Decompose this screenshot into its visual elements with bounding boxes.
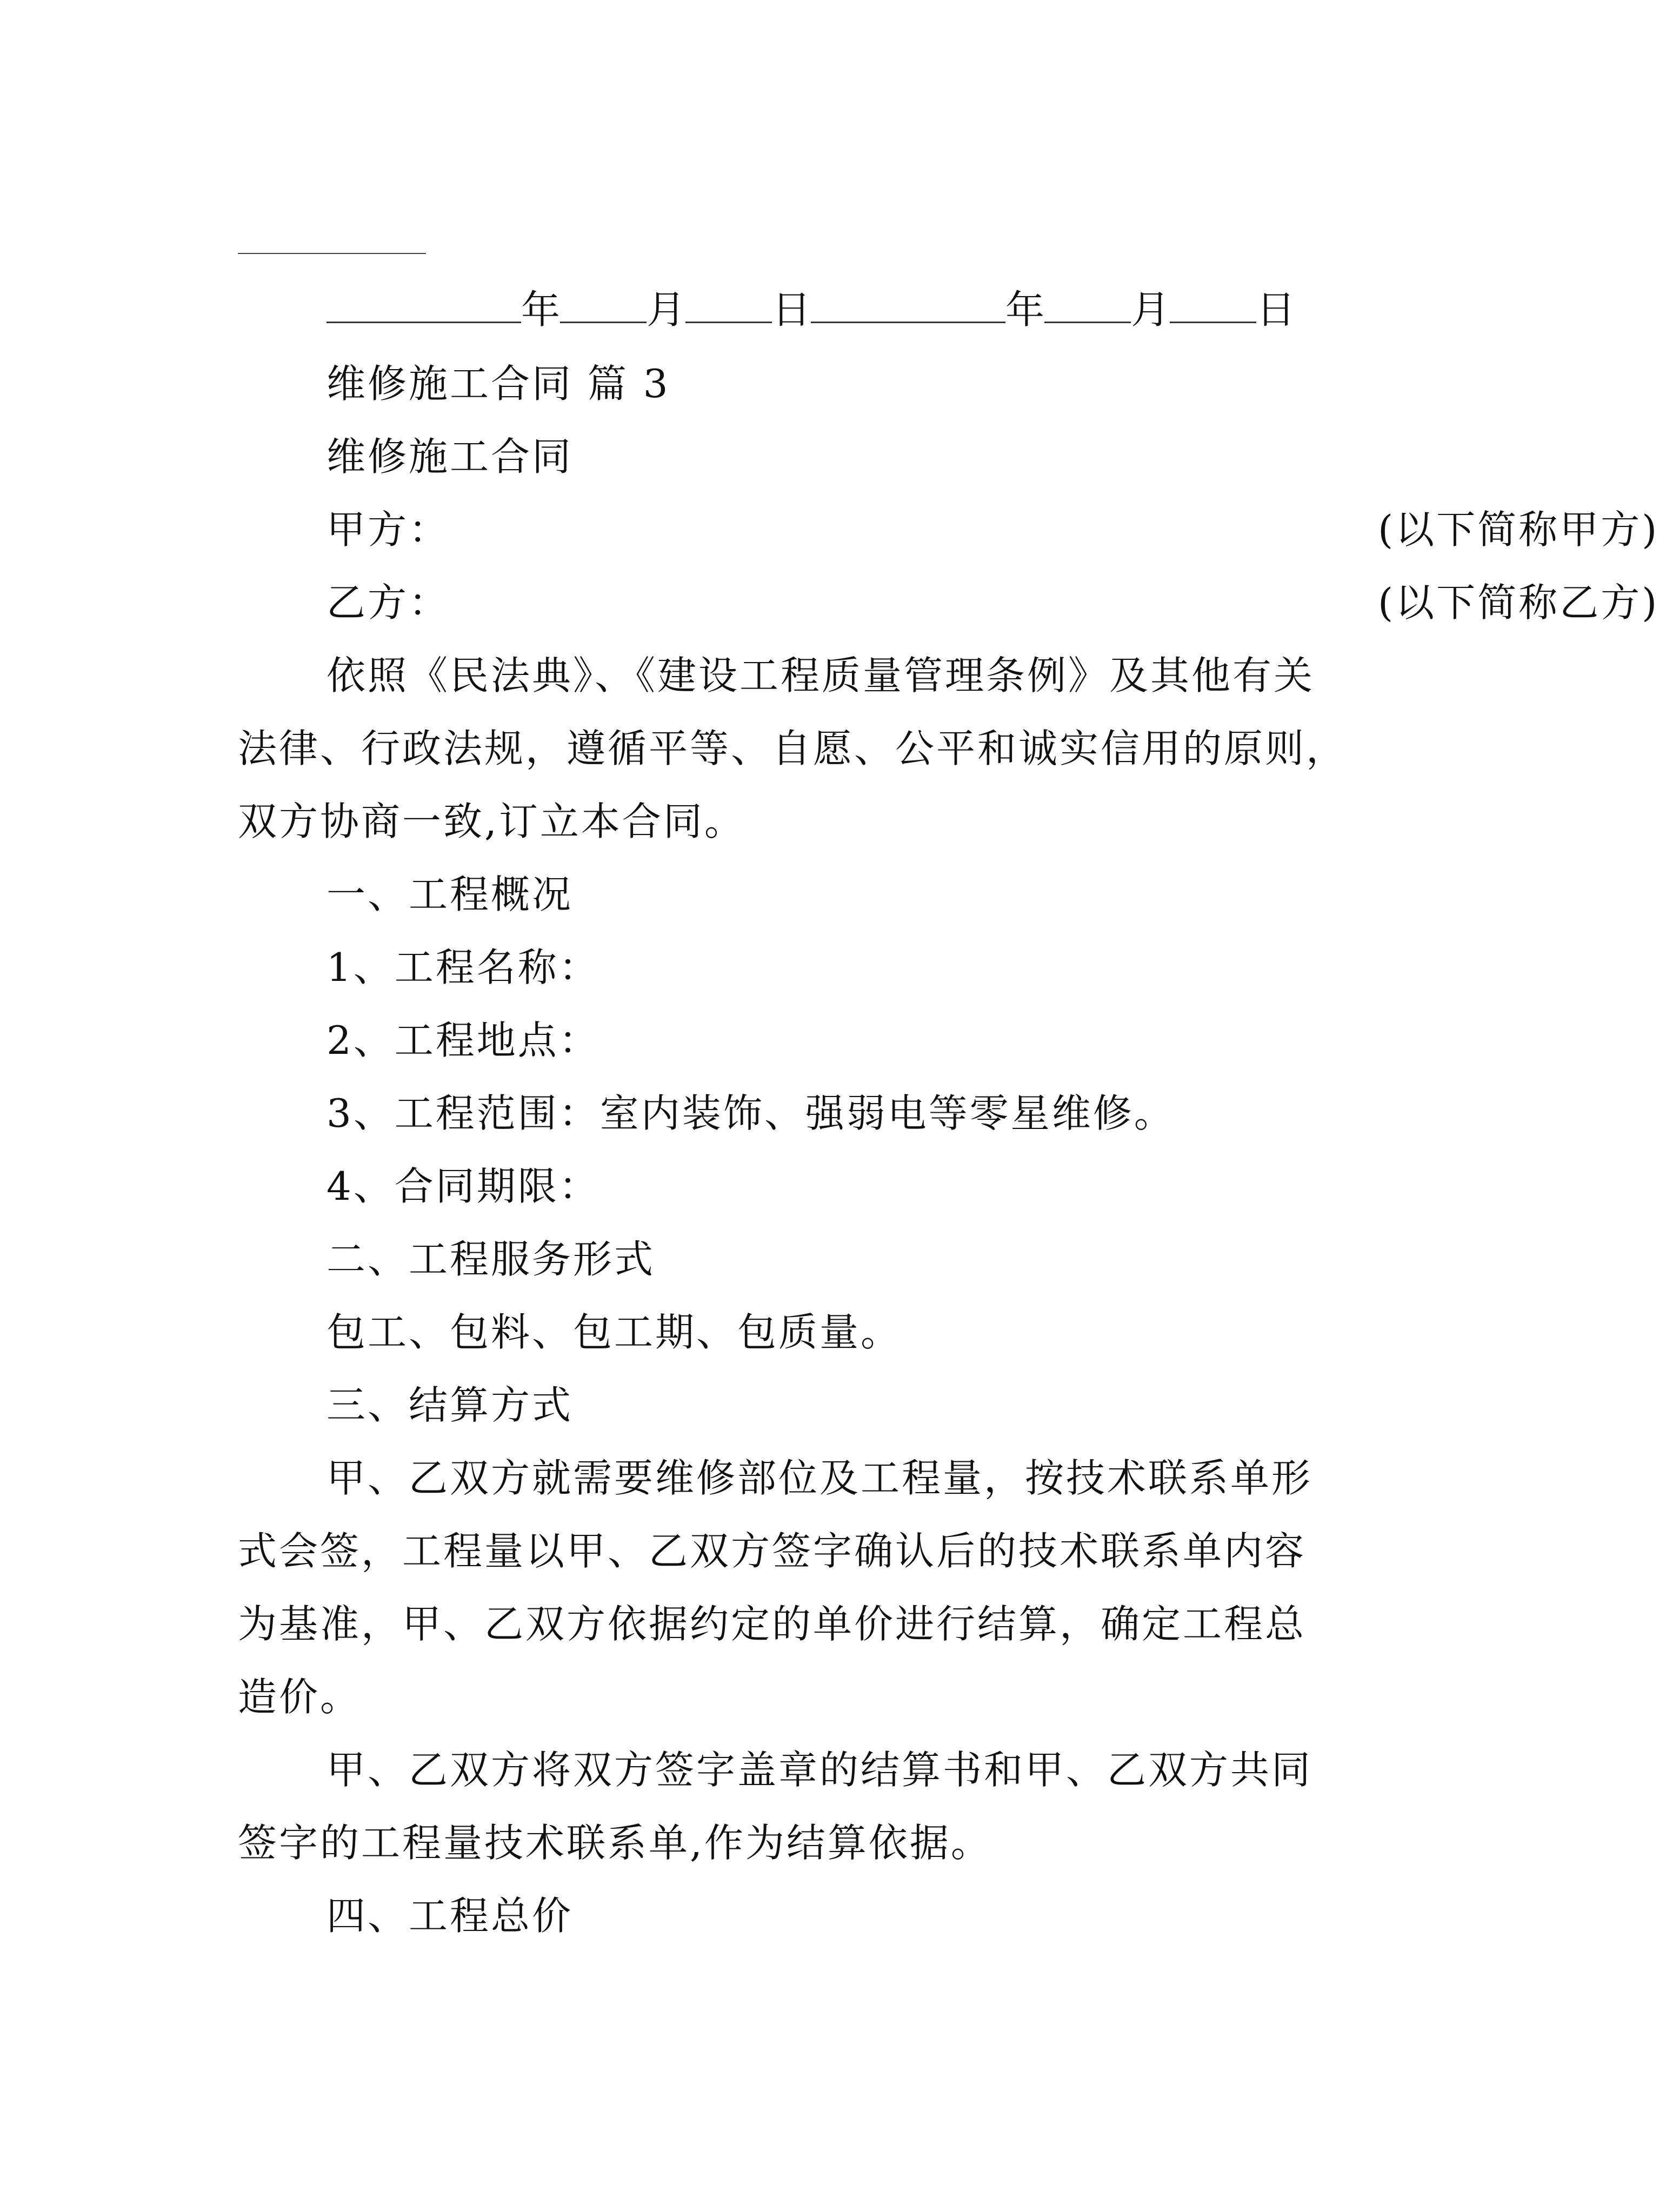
section-3-paragraph-line: 式会签，工程量以甲、乙双方签字确认后的技术联系单内容 xyxy=(238,1528,1307,1574)
party-b-label: 乙方： xyxy=(327,580,450,625)
section-1-item: 3、工程范围：室内装饰、强弱电等零星维修。 xyxy=(327,1091,1175,1136)
contract-title: 维修施工合同 xyxy=(327,434,574,479)
party-a-line xyxy=(327,505,1659,554)
date-blank xyxy=(1170,288,1256,323)
preamble-line: 双方协商一致,订立本合同。 xyxy=(238,799,745,844)
date-year-label: 年 xyxy=(521,287,561,332)
date-year-label: 年 xyxy=(1005,287,1045,332)
section-3-paragraph-line: 甲、乙双方就需要维修部位及工程量，按技术联系单形 xyxy=(327,1455,1313,1501)
section-3-paragraph-line: 甲、乙双方将双方签字盖章的结算书和甲、乙双方共同 xyxy=(327,1747,1313,1793)
preamble-line: 法律、行政法规，遵循平等、自愿、公平和诚实信用的原则， xyxy=(238,726,1348,771)
section-1-item: 2、工程地点： xyxy=(327,1018,600,1063)
section-3-paragraph-line: 签字的工程量技术联系单,作为结算依据。 xyxy=(238,1820,992,1866)
preamble-line: 依照《民法典》、《建设工程质量管理条例》及其他有关 xyxy=(327,653,1315,698)
section-3-paragraph-line: 为基准，甲、乙双方依据约定的单价进行结算，确定工程总 xyxy=(238,1601,1307,1647)
section-1-item: 1、工程名称： xyxy=(327,945,600,990)
date-blank xyxy=(685,288,772,323)
date-blank xyxy=(327,288,521,323)
date-line xyxy=(327,285,1354,334)
date-blank xyxy=(811,288,1005,323)
top-signature-rule xyxy=(238,253,426,254)
party-b-note: (以下简称乙方) xyxy=(1378,580,1659,625)
date-blank xyxy=(1044,288,1131,323)
date-month-label: 月 xyxy=(647,287,686,332)
date-day-label: 日 xyxy=(1256,287,1296,332)
section-4-heading: 四、工程总价 xyxy=(327,1893,574,1939)
party-a-note: (以下简称甲方) xyxy=(1378,507,1659,552)
section-3-heading: 三、结算方式 xyxy=(327,1382,574,1428)
date-month-label: 月 xyxy=(1131,287,1170,332)
section-2-text: 包工、包料、包工期、包质量。 xyxy=(327,1309,902,1355)
section-3-paragraph-line: 造价。 xyxy=(238,1674,362,1720)
section-heading: 维修施工合同 篇 3 xyxy=(327,361,670,406)
party-b-line xyxy=(327,578,1659,627)
section-1-item: 4、合同期限： xyxy=(327,1164,600,1209)
party-a-label: 甲方： xyxy=(327,507,450,552)
date-day-label: 日 xyxy=(772,287,811,332)
date-blank xyxy=(560,288,647,323)
section-2-heading: 二、工程服务形式 xyxy=(327,1237,656,1282)
section-1-heading: 一、工程概况 xyxy=(327,872,574,917)
